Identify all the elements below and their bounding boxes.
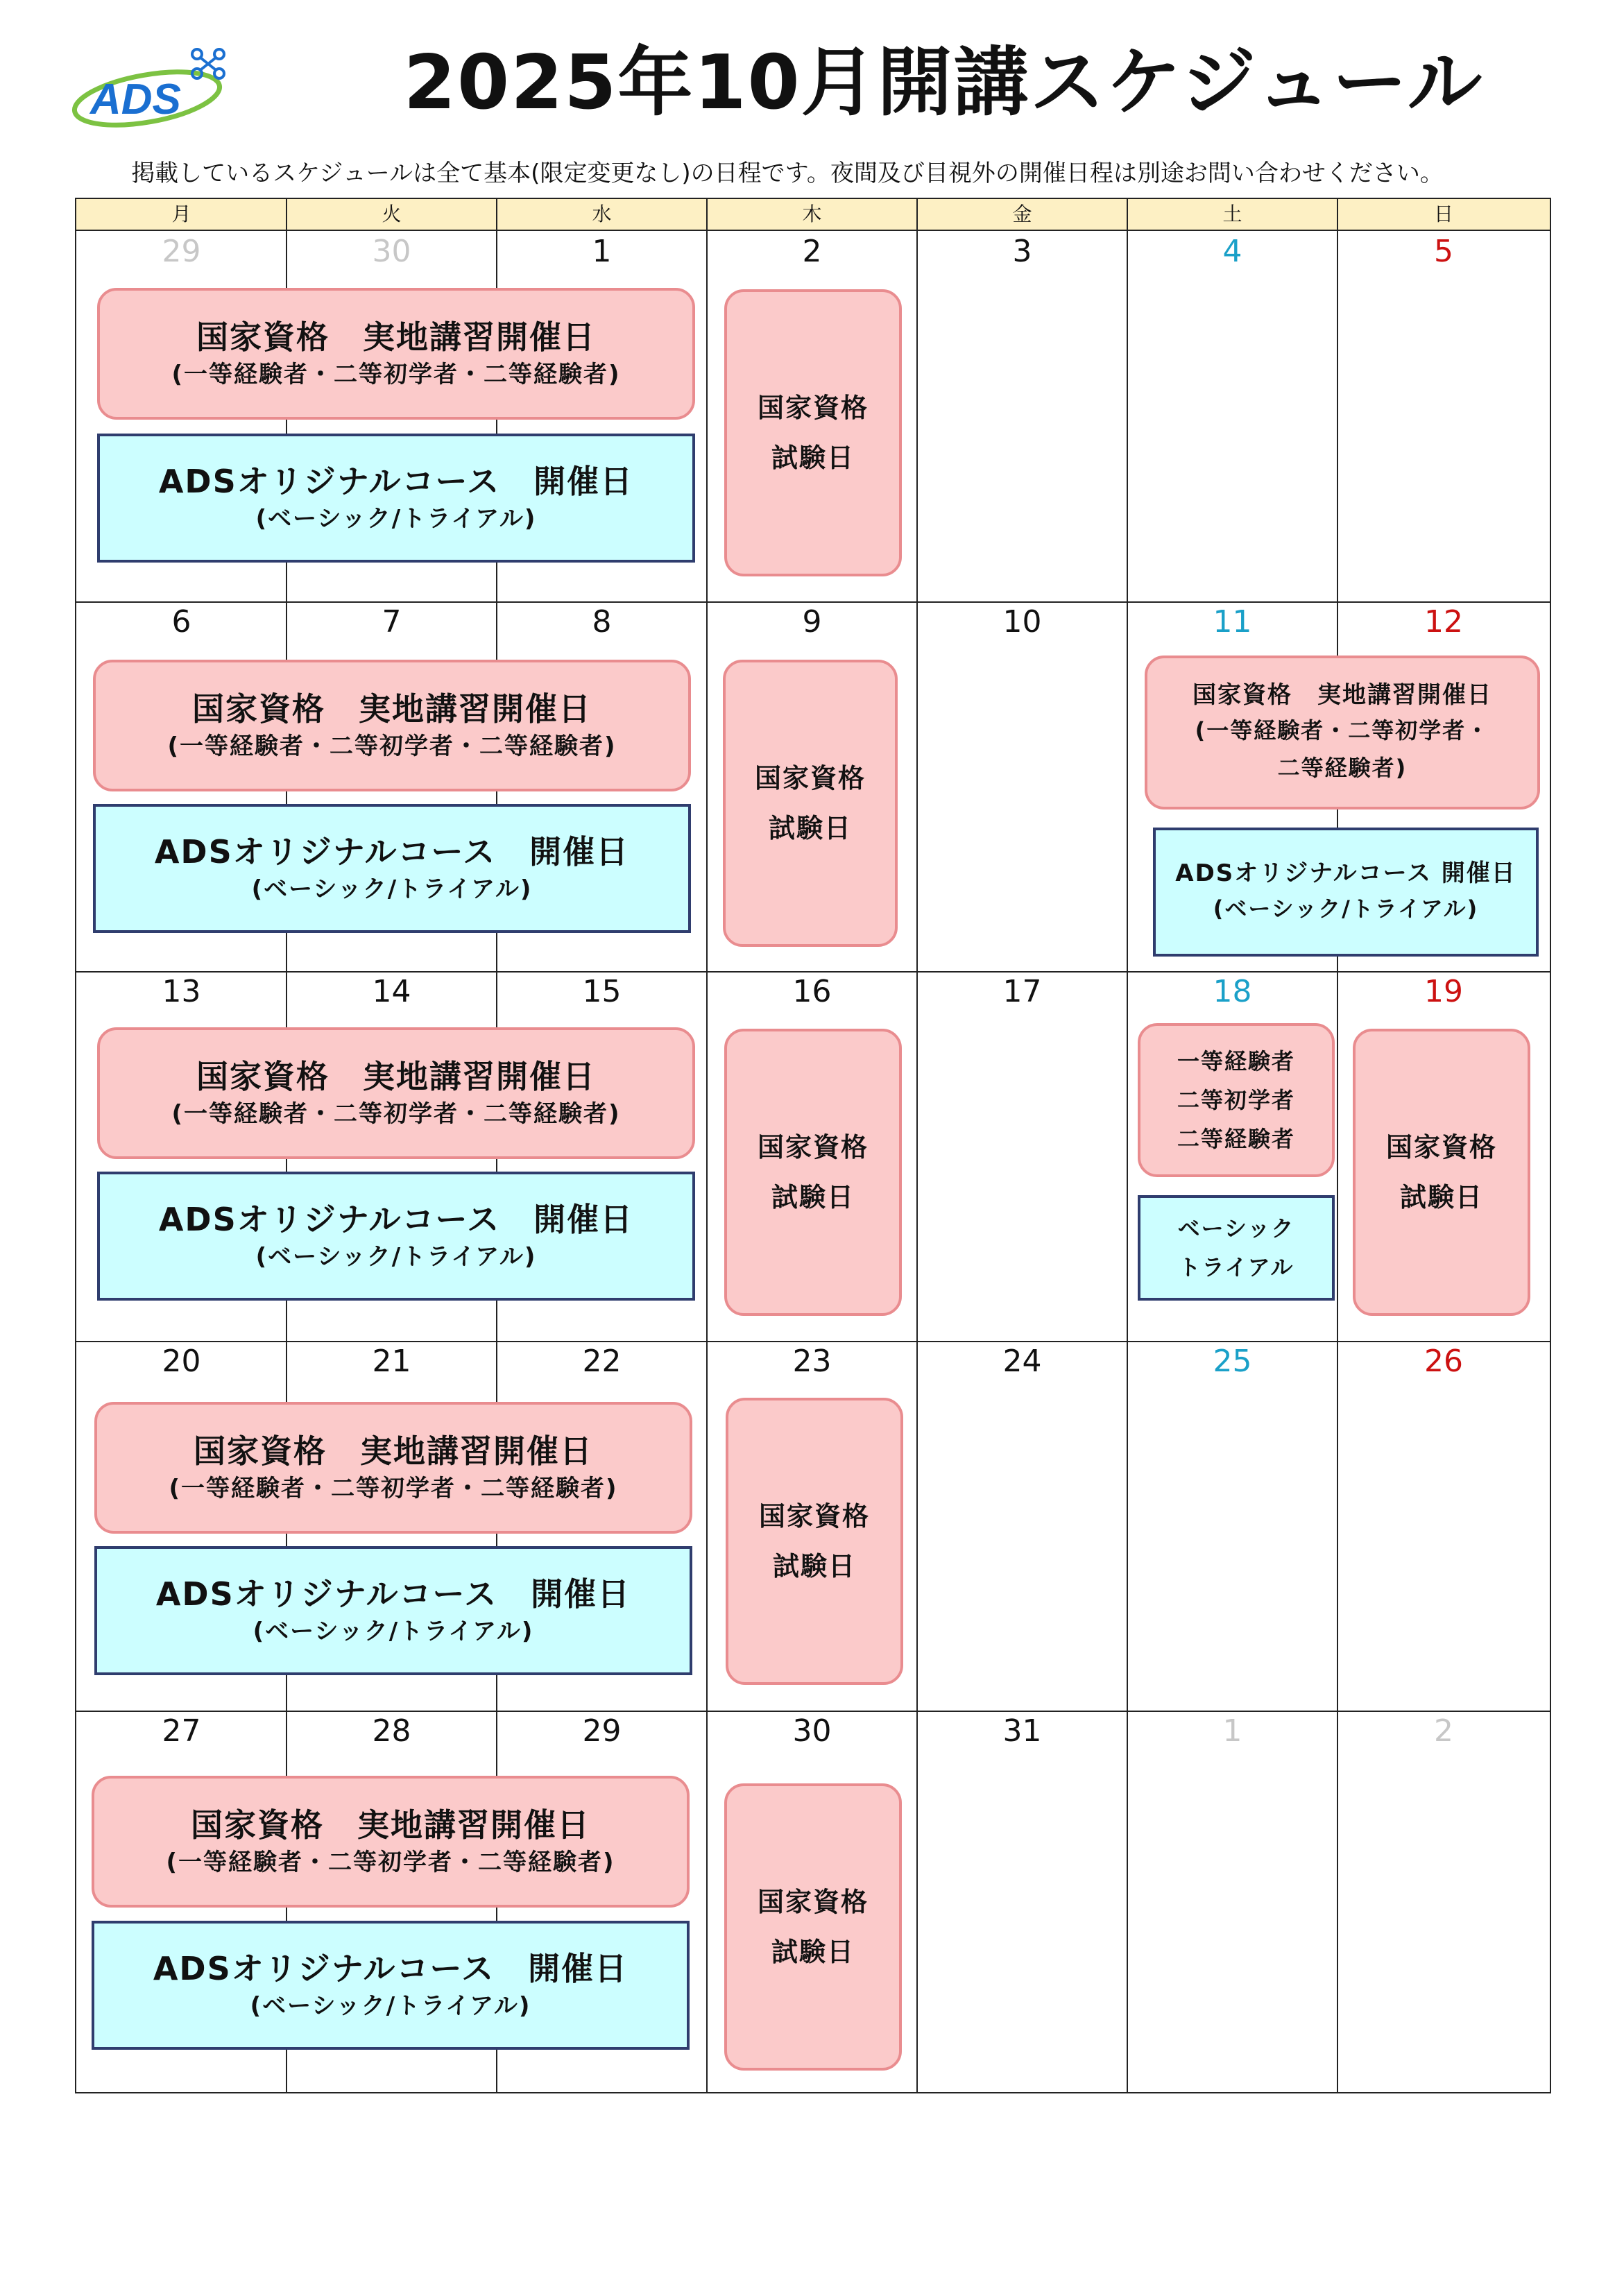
ads-course-event-sat[interactable] xyxy=(1153,828,1539,957)
day-number: 26 xyxy=(1424,1344,1463,1379)
event-title: ADSオリジナルコース 開催日 xyxy=(158,463,634,500)
day-number: 17 xyxy=(1002,974,1042,1009)
event-line: 一等経験者 xyxy=(1177,1048,1295,1074)
weekday-sat: 土 xyxy=(1222,203,1242,225)
day-number: 1 xyxy=(592,234,612,269)
kokka-practical-event[interactable] xyxy=(97,288,695,420)
exam-day-event[interactable] xyxy=(724,1029,902,1316)
event-title: 国家資格 xyxy=(754,763,866,794)
day-number: 28 xyxy=(372,1713,411,1749)
weekday-wed: 水 xyxy=(592,203,612,225)
logo-text: ADS xyxy=(90,76,181,123)
event-title: ADSオリジナルコース 開催日 xyxy=(153,1950,629,1987)
event-subtitle: (一等経験者・二等初学者・二等経験者) xyxy=(166,1849,615,1876)
weekday-thu: 木 xyxy=(802,203,822,225)
ads-course-event[interactable] xyxy=(92,1921,690,2050)
event-title: 国家資格 実地講習開催日 xyxy=(191,1806,590,1844)
day-number: 22 xyxy=(582,1344,622,1379)
grid-line xyxy=(706,199,708,2092)
day-number: 24 xyxy=(1002,1344,1042,1379)
calendar-grid xyxy=(75,198,1551,2093)
day-number: 29 xyxy=(582,1713,622,1749)
day-number: 14 xyxy=(372,974,411,1009)
event-subtitle: (ベーシック/トライアル) xyxy=(255,505,537,533)
event-title: 国家資格 xyxy=(757,393,869,423)
day-number: 3 xyxy=(1012,234,1032,269)
day-number: 23 xyxy=(792,1344,832,1379)
event-subtitle: (ベーシック/トライアル) xyxy=(253,1618,534,1645)
day-number: 19 xyxy=(1424,974,1463,1009)
event-title: 試験日 xyxy=(771,1182,855,1213)
day-number: 11 xyxy=(1213,604,1252,640)
day-number: 2 xyxy=(802,234,822,269)
grid-line xyxy=(1127,199,1128,2092)
weekday-sun: 日 xyxy=(1433,203,1453,225)
grid-line xyxy=(916,199,918,2092)
day-number: 6 xyxy=(171,604,191,640)
event-line: 二等経験者 xyxy=(1177,1126,1295,1152)
day-number: 29 xyxy=(162,234,201,269)
event-title: ADSオリジナルコース 開催日 xyxy=(155,1575,631,1613)
day-number: 18 xyxy=(1213,974,1252,1009)
day-number: 12 xyxy=(1424,604,1463,640)
day-number: 9 xyxy=(802,604,822,640)
day-number: 13 xyxy=(162,974,201,1009)
kokka-practical-event[interactable] xyxy=(97,1027,695,1159)
day-number: 10 xyxy=(1002,604,1042,640)
exam-day-event[interactable] xyxy=(1353,1029,1530,1316)
exam-day-event[interactable] xyxy=(723,660,898,947)
day-number: 25 xyxy=(1213,1344,1252,1379)
ads-course-event[interactable] xyxy=(97,434,695,563)
event-subtitle: (一等経験者・二等初学者・ xyxy=(1195,717,1490,744)
event-title: 国家資格 xyxy=(758,1501,870,1532)
day-number: 16 xyxy=(792,974,832,1009)
ads-course-event[interactable] xyxy=(93,804,691,933)
event-subtitle: (ベーシック/トライアル) xyxy=(250,1992,531,2020)
event-title: 試験日 xyxy=(1399,1182,1483,1213)
day-number: 1 xyxy=(1222,1713,1242,1749)
kokka-practical-event[interactable] xyxy=(94,1402,692,1534)
event-title: 試験日 xyxy=(771,443,855,473)
event-subtitle: 二等経験者) xyxy=(1277,755,1408,781)
grid-line xyxy=(1337,199,1338,2092)
ads-course-event[interactable] xyxy=(94,1546,692,1675)
event-title: 国家資格 xyxy=(1385,1132,1497,1163)
day-number: 8 xyxy=(592,604,612,640)
event-subtitle: (一等経験者・二等初学者・二等経験者) xyxy=(171,1100,621,1128)
event-subtitle: (一等経験者・二等初学者・二等経験者) xyxy=(167,733,617,760)
day-number: 15 xyxy=(582,974,622,1009)
event-line: 二等初学者 xyxy=(1177,1087,1295,1113)
day-number: 20 xyxy=(162,1344,201,1379)
schedule-note: 掲載しているスケジュールは全て基本(限定変更なし)の日程です。夜間及び目視外の開催日程は別途お問い合わせください。 xyxy=(131,160,1444,187)
weekday-header xyxy=(76,199,1550,231)
event-title: 試験日 xyxy=(771,1937,855,1967)
kokka-practical-event[interactable] xyxy=(93,660,691,791)
day-number: 4 xyxy=(1222,234,1242,269)
exam-day-event[interactable] xyxy=(724,1783,902,2071)
event-title: 国家資格 実地講習開催日 xyxy=(192,690,592,728)
ads-course-event-sat[interactable] xyxy=(1138,1195,1335,1301)
day-number: 2 xyxy=(1434,1713,1453,1749)
event-title: 試験日 xyxy=(772,1551,856,1582)
day-number: 30 xyxy=(792,1713,832,1749)
exam-day-event[interactable] xyxy=(726,1398,903,1685)
event-subtitle: (ベーシック/トライアル) xyxy=(251,875,533,903)
event-subtitle: (ベーシック/トライアル) xyxy=(255,1243,537,1271)
event-line: ベーシック xyxy=(1177,1215,1295,1242)
exam-day-event[interactable] xyxy=(724,289,902,576)
event-title: 国家資格 実地講習開催日 xyxy=(196,318,596,356)
event-title: ADSオリジナルコース 開催日 xyxy=(1175,859,1516,887)
event-line: トライアル xyxy=(1178,1254,1294,1280)
event-subtitle: (ベーシック/トライアル) xyxy=(1213,896,1479,922)
ads-course-event[interactable] xyxy=(97,1172,695,1301)
event-title: ADSオリジナルコース 開催日 xyxy=(158,1201,634,1238)
weekday-mon: 月 xyxy=(171,203,191,225)
event-title: 国家資格 xyxy=(757,1132,869,1163)
day-number: 31 xyxy=(1002,1713,1042,1749)
event-subtitle: (一等経験者・二等初学者・二等経験者) xyxy=(171,361,621,388)
weekday-fri: 金 xyxy=(1012,203,1032,225)
page-title: 2025年10月開講スケジュール xyxy=(403,40,1484,126)
event-subtitle: (一等経験者・二等初学者・二等経験者) xyxy=(169,1475,618,1502)
event-title: ADSオリジナルコース 開催日 xyxy=(154,833,630,871)
event-title: 試験日 xyxy=(768,813,852,843)
event-title: 国家資格 実地講習開催日 xyxy=(194,1432,593,1470)
kokka-practical-event-sat[interactable] xyxy=(1145,656,1540,809)
kokka-practical-event[interactable] xyxy=(92,1776,690,1908)
event-title: 国家資格 実地講習開催日 xyxy=(1193,681,1492,709)
event-title: 国家資格 実地講習開催日 xyxy=(196,1058,596,1095)
day-number: 30 xyxy=(372,234,411,269)
event-title: 国家資格 xyxy=(757,1887,869,1917)
day-number: 21 xyxy=(372,1344,411,1379)
day-number: 5 xyxy=(1434,234,1453,269)
ads-logo xyxy=(69,43,243,133)
day-number: 7 xyxy=(382,604,402,640)
kokka-practical-event-sat[interactable] xyxy=(1138,1023,1335,1177)
day-number: 27 xyxy=(162,1713,201,1749)
drone-logo-icon xyxy=(69,43,243,133)
weekday-tue: 火 xyxy=(382,203,402,225)
